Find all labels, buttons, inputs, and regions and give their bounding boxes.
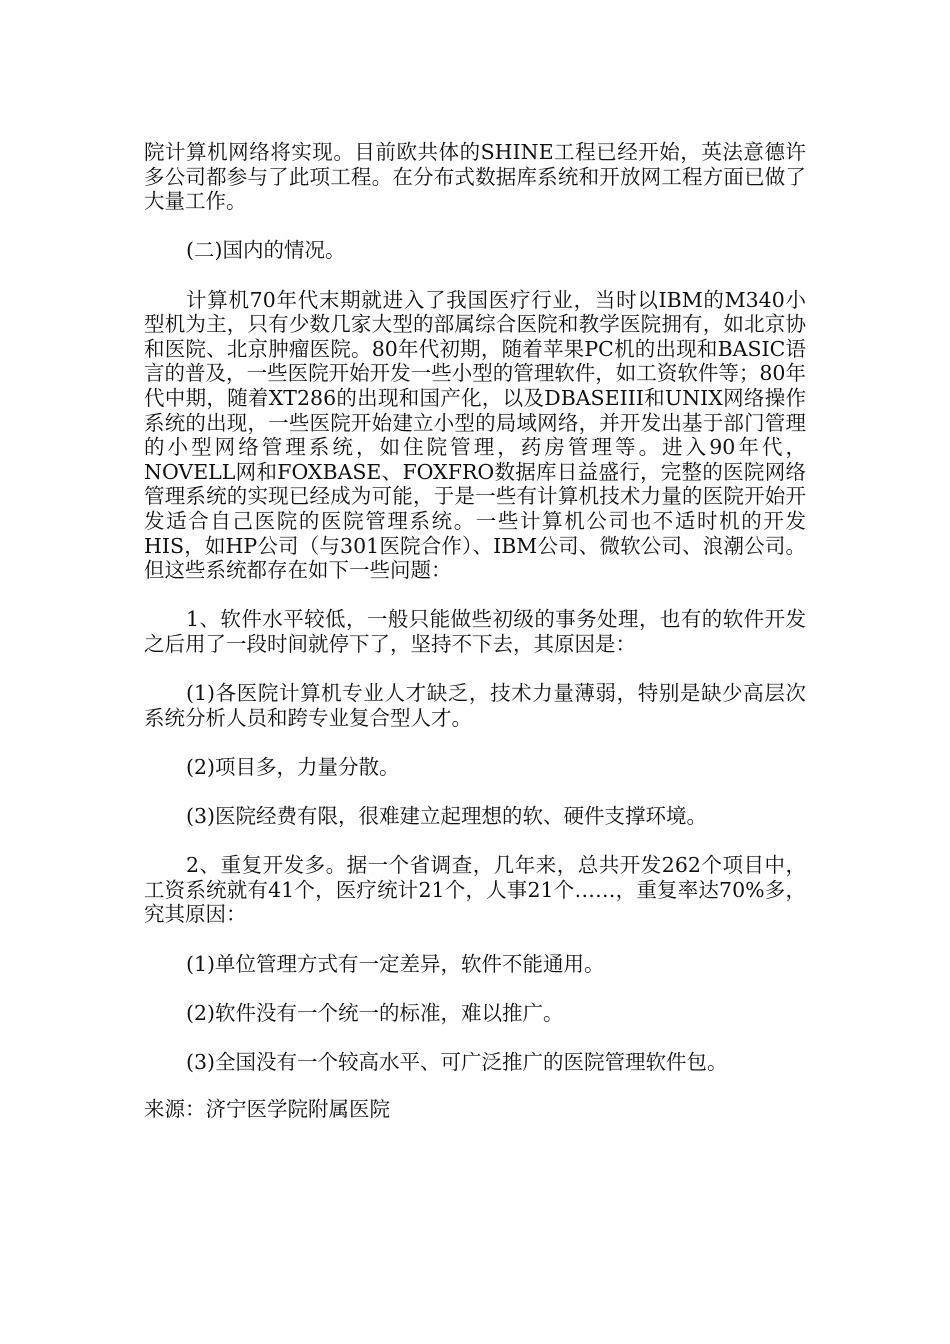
paragraph-reason-2-1: (1)单位管理方式有一定差异，软件不能通用。	[186, 951, 605, 976]
paragraph-reason-1-3: (3)医院经费有限，很难建立起理想的软、硬件支撑环境。	[186, 804, 708, 829]
document-page	[144, 140, 806, 1146]
paragraph-reason-1-1: (1)各医院计算机专业人才缺乏，技术力量薄弱，特别是缺少高层次系统分析人员和跨专业复合型人才。	[144, 681, 806, 730]
paragraph-reason-2-3: (3)全国没有一个较高水平、可广泛推广的医院管理软件包。	[186, 1049, 728, 1074]
section-heading-domestic: (二)国内的情况。	[186, 238, 346, 263]
paragraph-reason-1-2: (2)项目多，力量分散。	[186, 754, 400, 779]
paragraph-problem-1: 1、软件水平较低，一般只能做些初级的事务处理，也有的软件开发之后用了一段时间就停下了，坚持不下去，其原因是：	[144, 607, 806, 656]
paragraph-reason-2-2: (2)软件没有一个统一的标准，难以推广。	[186, 1000, 564, 1025]
source-line: 来源：济宁医学院附属医院	[144, 1097, 390, 1122]
paragraph-history: 计算机70年代末期就进入了我国医疗行业，当时以IBM的M340小型机为主，只有少数几家大型的部属综合医院和教学医院拥有，如北京协和医院、北京肿瘤医院。80年代初期，随着苹果PC机的出现和BASIC语言的普及，一些医院开始开发一些小型的管理软件，如工资软件等；80年代中期，随着XT286的出现和国产化，以及DBASEIII和UNIX网络操作系统的出现，一些医院开始建立小型的局域网络，并开发出基于部门管理的小型网络管理系统，如住院管理，药房管理等。进入90年代，NOVELL网和FOXBASE、FOXFRO数据库日益盛行，完整的医院网络管理系统的实现已经成为可能，于是一些有计算机技术力量的医院开始开发适合自己医院的医院管理系统。一些计算机公司也不适时机的开发HIS，如HP公司（与301医院合作）、IBM公司、微软公司、浪潮公司。但这些系统都存在如下一些问题：	[144, 287, 806, 583]
paragraph-problem-2: 2、重复开发多。据一个省调查，几年来，总共开发262个项目中，工资系统就有41个，医疗统计21个，人事21个……，重复率达70%多，究其原因：	[144, 853, 806, 927]
paragraph-intro: 院计算机网络将实现。目前欧共体的SHINE工程已经开始，英法意德许多公司都参与了此项工程。在分布式数据库系统和开放网工程方面已做了大量工作。	[144, 140, 806, 214]
